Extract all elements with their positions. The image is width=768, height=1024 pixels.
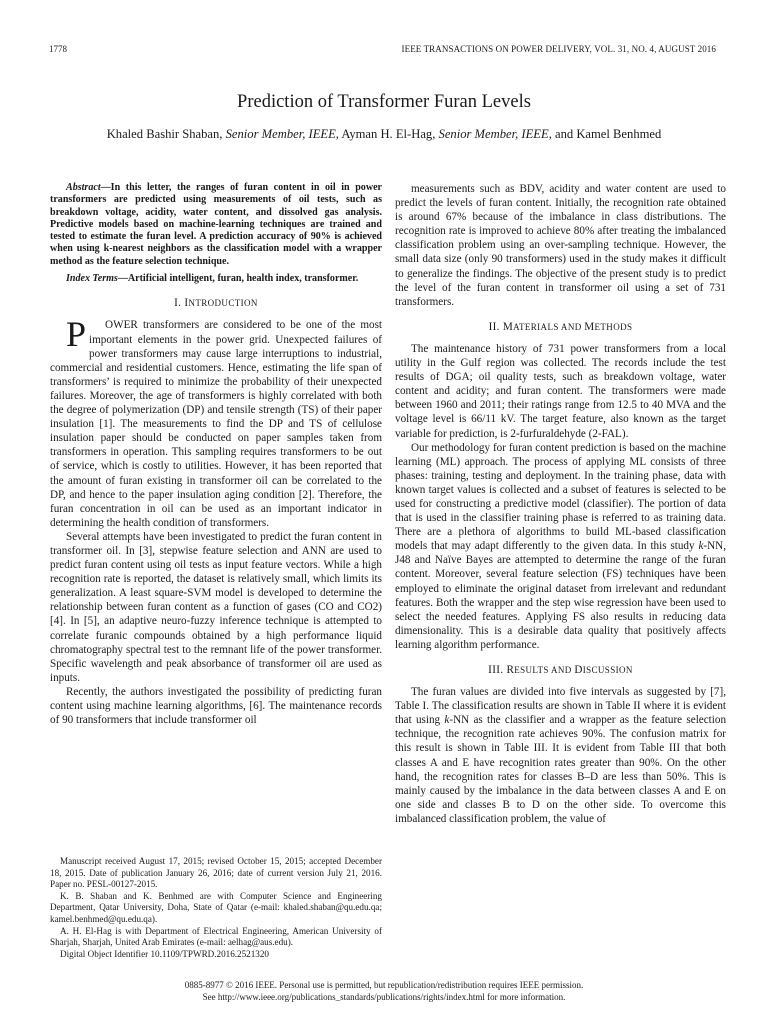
footnote-shaban-benhmed: K. B. Shaban and K. Benhmed are with Computer Science and Engineering Department, Qatar University, Doha, State of Qatar (e-mail: khaled.shaban@qu.edu.qa; kamel.benhmed@qu.edu.qa). bbox=[50, 890, 382, 924]
footnote-el-hag: A. H. El-Hag is with Department of Electrical Engineering, American University of Sharjah, Sharjah, United Arab Emirates (e-mail: aelhag@aus.edu). bbox=[50, 925, 382, 948]
author-3-name: , and Kamel Benhmed bbox=[548, 127, 662, 141]
intro-paragraph-3: Recently, the authors investigated the possibility of predicting furan content using machine learning algorithms, [6]. The maintenance records of 90 transformers that include transformer oil bbox=[50, 685, 382, 727]
index-terms-text: —Artificial intelligent, furan, health index, transformer. bbox=[117, 273, 359, 285]
section-heading-introduction: I. INTRODUCTION bbox=[174, 297, 258, 310]
intro-paragraph-1: P OWER transformers are considered to be one of the most important elements in the power grid. Unexpected failures of power transformers may cause large interruptions to industrial, commercial and residential customers. Hence, estimating the life span of transformers’ is required to minimize the probability of their unexpected failures. Moreover, the age of transformers is highly correlated with both the degree of polymerization (DP) and tensile strength (TS) of their paper insulation [1]. The measurements to find the DP and TS of cellulose insulation paper should be conducted on paper samples taken from transformers in operation. This sampling requires transformers to be out of service, which is costly to utilities. However, it has been reported that the amount of furan existing in transformer oil can be correlated to the DP, and hence to the paper insulation aging condition [2]. Therefore, the furan concentration in oil can be used as an important indicator in determining the health condition of transformers. bbox=[50, 314, 382, 529]
methods-paragraph-2: Our methodology for furan content prediction is based on the machine learning (ML) approach. The process of applying ML consists of three phases: training, testing and deployment. In the training phase, data with known target values is collected and a subset of features is selected to be used for constructing a predictive model (classifier). The portion of data that is used in the classifier training phase is referred to as training data. There are a plethora of algorithms to build ML-based classification models that may adapt differently to the given data. In this study k-NN, J48 and Naïve Bayes are attempted to determine the range of the furan content. Moreover, several feature selection (FS) techniques have been employed to eliminate the original dataset from irrelevant and redundant features. Both the wrapper and the step wise regression have been used to select the needed features. Applying FS also results in reducing data dimensionality. This is a desirable data quality that positively affects learning algorithm performance. bbox=[395, 441, 726, 651]
left-column bbox=[50, 182, 382, 727]
abstract bbox=[50, 182, 382, 268]
methods-paragraph-1: The maintenance history of 731 power transformers from a local utility in the Gulf region was collected. The records include the test results of DGA; oil quality tests, such as breakdown voltage, water content and acidity; and furan content. The transformers were made between 1960 and 2011; their ratings range from 12.5 to 40 MVA and the voltage level is 66/11 kV. The target feature, also known as the target variable for prediction, is 2-furfuraldehyde (2-FAL). bbox=[395, 342, 726, 440]
copyright-notice bbox=[0, 979, 768, 1003]
author-1-name: Khaled Bashir Shaban, bbox=[106, 127, 226, 141]
author-2-role: Senior Member, IEEE bbox=[438, 127, 549, 141]
intro-paragraph-2: Several attempts have been investigated to predict the furan content in transformer oil. In [3], stepwise feature selection and ANN are used to predict furan content using oil tests as input feature vectors. While a high recognition rate is reported, the dataset is relatively small, which limits its generalization. A least square-SVM model is developed to determine the relationship between furan content as a function of gases (CO and CO2) [4]. In [5], an adaptive neuro-fuzzy inference technique is attempted to correlate furanic compounds obtained by a high performance liquid chromatography spectral test to the remnant life of the power transformer. Specific wavelength and peak absorbance of transformer oil are used as inputs. bbox=[50, 530, 382, 684]
right-column bbox=[395, 182, 726, 826]
author-list bbox=[0, 127, 768, 142]
author-2-name: , Ayman H. El-Hag, bbox=[335, 127, 439, 141]
index-terms-lead: Index Terms bbox=[66, 273, 118, 285]
section-heading-results-discussion: III. RESULTS AND DISCUSSION bbox=[488, 664, 633, 676]
intro-paragraph-3-continued: measurements such as BDV, acidity and water content are used to predict the levels of furan content. Initially, the recognition rate obtained is around 67% because of the imbalance in class distributions. The recognition rate is improved to achieve 80% after treating the imbalanced classification problem using an over-sampling technique. However, the small data size (only 90 transformers) used in the study makes it difficult to generalize the findings. The objective of the present study is to predict the level of the furan content in transformer oil using a set of 731 transformers. bbox=[395, 183, 726, 308]
copyright-line-1: 0885-8977 © 2016 IEEE. Personal use is permitted, but republication/redistribution requires IEEE permission. bbox=[184, 980, 584, 990]
author-1-role: Senior Member, IEEE bbox=[225, 127, 336, 141]
abstract-lead: Abstract bbox=[66, 182, 101, 193]
journal-header: IEEE TRANSACTIONS ON POWER DELIVERY, VOL. 31, NO. 4, AUGUST 2016 bbox=[401, 44, 716, 54]
abstract-text: —In this letter, the ranges of furan content in oil in power transformers are predicted using measurements of oil tests, such as breakdown voltage, acidity, water content, and dissolved gas analysis. Predictive models based on machine-learning techniques are trained and tested to estimate the furan level. A prediction accuracy of 90% is achieved when using k-nearest neighbors as the classification model with a wrapper method as the feature selection technique. bbox=[50, 182, 382, 267]
footnote-doi: Digital Object Identifier 10.1109/TPWRD.2016.2521320 bbox=[60, 948, 269, 959]
drop-cap: P bbox=[66, 314, 87, 355]
index-terms bbox=[50, 273, 382, 285]
page-number: 1778 bbox=[49, 44, 67, 54]
footnotes bbox=[50, 856, 382, 960]
paper-title: Prediction of Transformer Furan Levels bbox=[237, 92, 531, 112]
copyright-line-2: See http://www.ieee.org/publications_standards/publications/rights/index.html for more information. bbox=[202, 992, 566, 1002]
results-paragraph-1: The furan values are divided into five intervals as suggested by [7], Table I. The classification results are shown in Table II where it is evident that using k-NN as the classifier and a wrapper as the feature selection technique, the recognition rate achieves 90%. The confusion matrix for this result is shown in Table III. It is evident from Table III that both classes A and E have recognition rates greater than 90%. On the other hand, the recognition rates for classes B–D are less than 50%. This is mainly caused by the imbalance in the data between classes A and E on one side and classes B to D on the other side. To overcome this imbalanced classification problem, the value of bbox=[395, 686, 727, 825]
section-heading-materials-methods: II. MATERIALS AND METHODS bbox=[488, 320, 633, 333]
footnote-manuscript: Manuscript received August 17, 2015; revised October 15, 2015; accepted December 18, 2015. Date of publication January 26, 2016; date of current version July 21, 2016. Paper no. PESL-00127-2015. bbox=[50, 856, 382, 890]
